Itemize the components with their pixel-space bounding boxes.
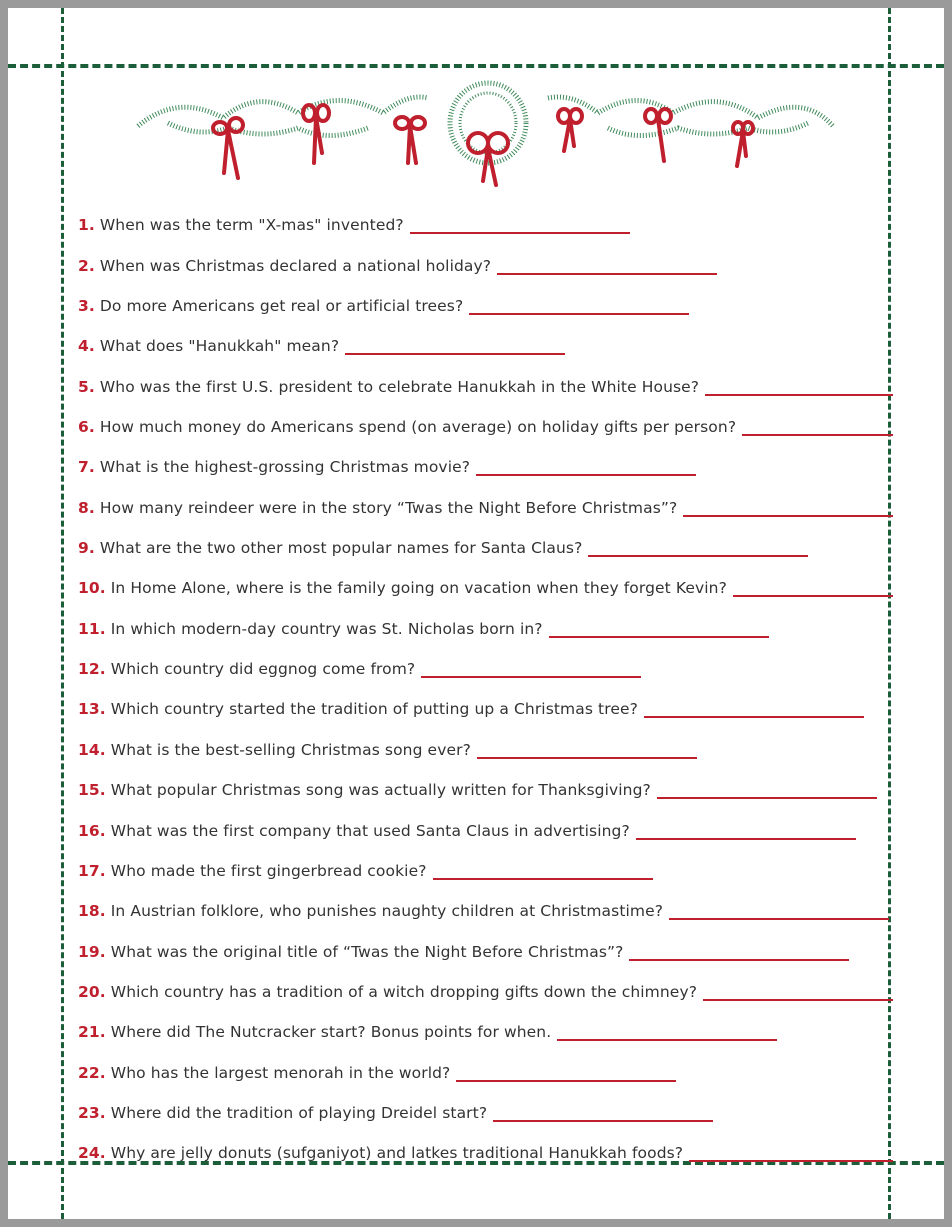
answer-line[interactable] bbox=[477, 743, 697, 759]
question-number: 24. bbox=[78, 1144, 106, 1163]
question-text: Which country did eggnog come from? bbox=[110, 660, 416, 679]
quiz-question bbox=[78, 718, 893, 758]
question-number: 19. bbox=[78, 942, 106, 961]
answer-line[interactable] bbox=[557, 1025, 777, 1041]
question-text: What is the best-selling Christmas song ever? bbox=[110, 740, 471, 759]
answer-line[interactable] bbox=[683, 501, 893, 517]
quiz-question bbox=[78, 436, 893, 476]
quiz-question bbox=[78, 315, 893, 355]
answer-line[interactable] bbox=[549, 622, 769, 638]
answer-line[interactable] bbox=[345, 339, 565, 355]
quiz-question bbox=[78, 597, 893, 637]
answer-line[interactable] bbox=[497, 259, 717, 275]
question-text: What is the highest-grossing Christmas movie? bbox=[99, 458, 471, 477]
quiz-question bbox=[78, 799, 893, 839]
answer-line[interactable] bbox=[705, 380, 893, 396]
quiz-question bbox=[78, 1082, 893, 1122]
quiz-question bbox=[78, 234, 893, 274]
question-number: 23. bbox=[78, 1103, 106, 1122]
question-number: 17. bbox=[78, 861, 106, 880]
question-text: Which country started the tradition of putting up a Christmas tree? bbox=[110, 700, 638, 719]
question-text: What does "Hanukkah" mean? bbox=[99, 337, 340, 356]
question-text: In Austrian folklore, who punishes naughty children at Christmastime? bbox=[110, 902, 664, 921]
quiz-question bbox=[78, 961, 893, 1001]
answer-line[interactable] bbox=[469, 299, 689, 315]
quiz-question-list bbox=[78, 194, 893, 1162]
quiz-question bbox=[78, 638, 893, 678]
question-number: 15. bbox=[78, 781, 106, 800]
answer-line[interactable] bbox=[644, 702, 864, 718]
question-number: 12. bbox=[78, 660, 106, 679]
question-text: When was the term "X-mas" invented? bbox=[99, 216, 404, 235]
cut-line-top bbox=[8, 64, 944, 68]
question-number: 14. bbox=[78, 740, 106, 759]
question-number: 13. bbox=[78, 700, 106, 719]
quiz-question bbox=[78, 920, 893, 960]
quiz-question bbox=[78, 355, 893, 395]
answer-line[interactable] bbox=[476, 460, 696, 476]
quiz-question bbox=[78, 1041, 893, 1081]
question-text: Who made the first gingerbread cookie? bbox=[110, 861, 427, 880]
question-number: 5. bbox=[78, 377, 95, 396]
quiz-question bbox=[78, 1122, 893, 1162]
quiz-question bbox=[78, 840, 893, 880]
quiz-question bbox=[78, 1001, 893, 1041]
quiz-question bbox=[78, 678, 893, 718]
question-number: 21. bbox=[78, 1023, 106, 1042]
quiz-question bbox=[78, 476, 893, 516]
question-number: 9. bbox=[78, 539, 95, 558]
question-number: 16. bbox=[78, 821, 106, 840]
answer-line[interactable] bbox=[421, 662, 641, 678]
answer-line[interactable] bbox=[733, 581, 893, 597]
question-number: 6. bbox=[78, 418, 95, 437]
question-text: Do more Americans get real or artificial trees? bbox=[99, 297, 464, 316]
quiz-question bbox=[78, 517, 893, 557]
question-text: What are the two other most popular names for Santa Claus? bbox=[99, 539, 583, 558]
question-number: 1. bbox=[78, 216, 95, 235]
question-text: Which country has a tradition of a witch dropping gifts down the chimney? bbox=[110, 982, 698, 1001]
question-number: 4. bbox=[78, 337, 95, 356]
quiz-question bbox=[78, 275, 893, 315]
answer-line[interactable] bbox=[636, 824, 856, 840]
question-number: 7. bbox=[78, 458, 95, 477]
quiz-question bbox=[78, 194, 893, 234]
question-number: 11. bbox=[78, 619, 106, 638]
question-number: 22. bbox=[78, 1063, 106, 1082]
question-text: What was the original title of “Twas the Night Before Christmas”? bbox=[110, 942, 624, 961]
question-number: 20. bbox=[78, 982, 106, 1001]
question-text: Where did the tradition of playing Dreidel start? bbox=[110, 1103, 488, 1122]
quiz-question bbox=[78, 396, 893, 436]
cut-line-left bbox=[61, 8, 64, 1219]
answer-line[interactable] bbox=[669, 904, 889, 920]
answer-line[interactable] bbox=[629, 945, 849, 961]
answer-line[interactable] bbox=[588, 541, 808, 557]
question-number: 10. bbox=[78, 579, 106, 598]
question-text: Why are jelly donuts (sufganiyot) and latkes traditional Hanukkah foods? bbox=[110, 1144, 684, 1163]
quiz-question bbox=[78, 880, 893, 920]
answer-line[interactable] bbox=[703, 985, 893, 1001]
quiz-question bbox=[78, 557, 893, 597]
answer-line[interactable] bbox=[689, 1146, 893, 1162]
question-number: 18. bbox=[78, 902, 106, 921]
red-bow-icons bbox=[213, 105, 753, 185]
question-text: How many reindeer were in the story “Twas the Night Before Christmas”? bbox=[99, 498, 678, 517]
answer-line[interactable] bbox=[410, 218, 630, 234]
question-number: 8. bbox=[78, 498, 95, 517]
answer-line[interactable] bbox=[433, 864, 653, 880]
question-text: What was the first company that used Santa Claus in advertising? bbox=[110, 821, 630, 840]
question-text: When was Christmas declared a national holiday? bbox=[99, 256, 492, 275]
answer-line[interactable] bbox=[493, 1106, 713, 1122]
question-text: Who has the largest menorah in the world? bbox=[110, 1063, 451, 1082]
answer-line[interactable] bbox=[742, 420, 893, 436]
quiz-question bbox=[78, 759, 893, 799]
answer-line[interactable] bbox=[657, 783, 877, 799]
garland-decoration bbox=[128, 78, 843, 193]
question-text: Who was the first U.S. president to celebrate Hanukkah in the White House? bbox=[99, 377, 700, 396]
question-text: Where did The Nutcracker start? Bonus points for when. bbox=[110, 1023, 552, 1042]
worksheet-page bbox=[8, 8, 944, 1219]
question-text: What popular Christmas song was actually written for Thanksgiving? bbox=[110, 781, 651, 800]
question-text: How much money do Americans spend (on average) on holiday gifts per person? bbox=[99, 418, 737, 437]
question-number: 2. bbox=[78, 256, 95, 275]
question-text: In which modern-day country was St. Nicholas born in? bbox=[110, 619, 543, 638]
answer-line[interactable] bbox=[456, 1066, 676, 1082]
question-number: 3. bbox=[78, 297, 95, 316]
question-text: In Home Alone, where is the family going on vacation when they forget Kevin? bbox=[110, 579, 727, 598]
